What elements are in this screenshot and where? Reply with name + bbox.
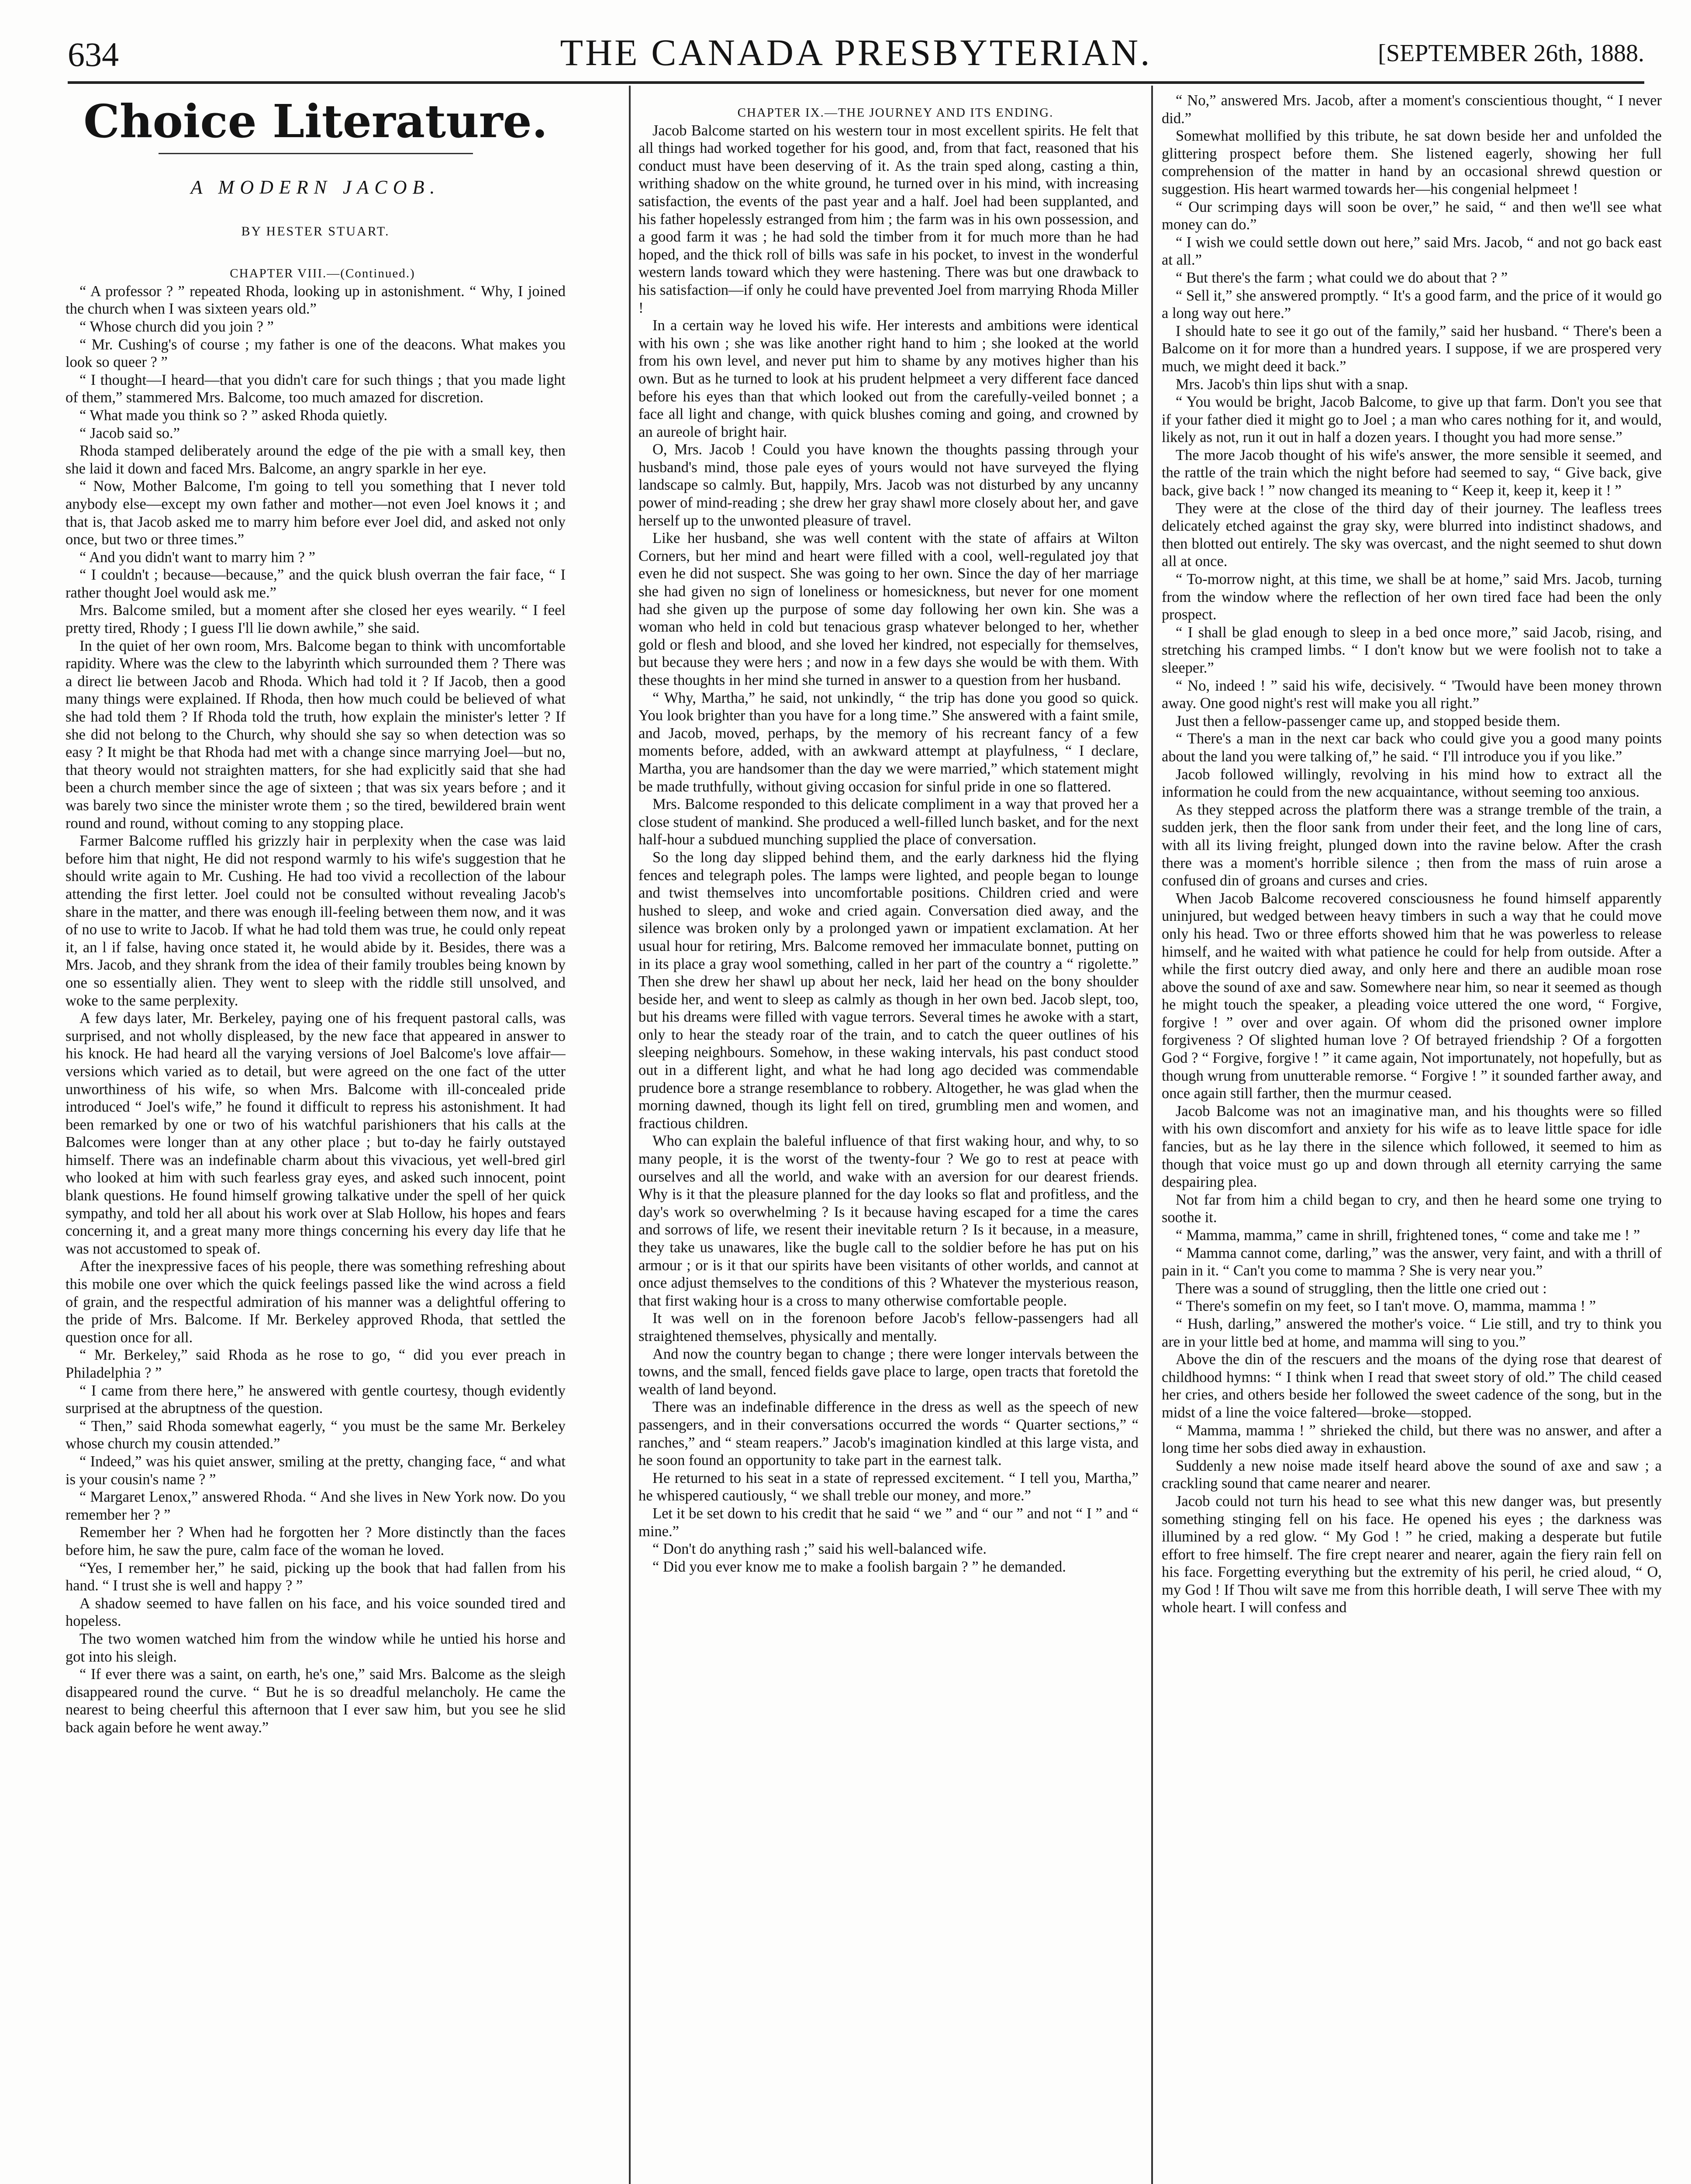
- masthead: [68, 31, 1644, 79]
- newspaper-title: THE CANADA PRESBYTERIAN.: [560, 31, 1152, 73]
- paragraph: He returned to his seat in a state of repressed excitement. “ I tell you, Martha,” he whispered cautiously, “ we shall treble our money, and more.”: [638, 1469, 1139, 1504]
- paragraph: “ Whose church did you join ? ”: [79, 318, 274, 335]
- paragraph: “Yes, I remember her,” he said, picking up the book that had fallen from his hand. “ I trust she is well and happy ? ”: [66, 1559, 566, 1594]
- paragraph: Mrs. Jacob's thin lips shut with a snap.: [1176, 376, 1408, 393]
- paragraph: “ There's somefin on my feet, so I tan't move. O, mamma, mamma ! ”: [1176, 1298, 1596, 1315]
- paragraph: Jacob followed willingly, revolving in his mind how to extract all the information he could from the new acquaintance, without seeming too anxious.: [1162, 766, 1662, 801]
- column-2: [638, 92, 1139, 2184]
- title-rule: [159, 153, 473, 154]
- paragraph: Rhoda stamped deliberately around the edge of the pie with a small key, then she laid it down and faced Mrs. Balcome, an angry sparkle in her eye.: [66, 442, 566, 477]
- paragraph: “ No,” answered Mrs. Jacob, after a moment's conscientious thought, “ I never did.”: [1162, 92, 1662, 127]
- paragraph: “ Don't do anything rash ;” said his well-balanced wife.: [652, 1541, 987, 1558]
- paragraph: As they stepped across the platform there was a strange tremble of the train, a sudden jerk, then the floor sank from under their feet, and the long line of cars, with all its living freight, plunged down into the ravine below. After the crash there was a moment's horrible silence ; then from the mass of ruin arose a confused din of groans and curses and cries.: [1162, 801, 1662, 889]
- column-1-text: [66, 283, 566, 1737]
- paragraph: “ And you didn't want to marry him ? ”: [79, 549, 315, 566]
- paragraph: “ A professor ? ” repeated Rhoda, looking up in astonishment. “ Why, I joined the church when I was sixteen years old.”: [66, 283, 566, 318]
- column-2-text: [638, 122, 1139, 1576]
- paragraph: “ I shall be glad enough to sleep in a bed once more,” said Jacob, rising, and stretching his cramped limbs. “ I don't know but we were foolish not to take a sleeper.”: [1162, 624, 1662, 676]
- paragraph: “ What made you think so ? ” asked Rhoda quietly.: [79, 407, 388, 424]
- paragraph: In a certain way he loved his wife. Her interests and ambitions were identical with his own ; she was like another right hand to him ; she looked at the world from his own level, and never put him to shame by any motives higher than his own. But as he turned to look at his prudent helpmeet a very different face danced before his eyes than that which looked out from the carefully-veiled bonnet ; a face all light and change, with quick blushes coming and going, and crowned by an aureole of bright hair.: [638, 317, 1139, 440]
- paragraph: In the quiet of her own room, Mrs. Balcome began to think with uncomfortable rapidity. Where was the clew to the labyrinth which surrounded them ? There was a direct lie between Jacob and Rhoda. Which had told it ? If Jacob, then a good many things were explained. If Rhoda, then how much could be believed of what she had told them ? If Rhoda told the truth, how explain the minister's letter ? If she did not belong to the Church, why should she say so when detection was so easy ? It might be that Rhoda had met with a change since marrying Joel—but no, that theory would not straighten matters, for she had explicitly said that she had been a church member since the age of sixteen ; that was six years before ; and it was barely two since the minister wrote them ; so the tired, bewildered brain went round and round, without coming to any stopping place.: [66, 637, 566, 832]
- paragraph: “ Now, Mother Balcome, I'm going to tell you something that I never told anybody else—except my own father and mother—not even Joel knows it ; and that is, that Jacob asked me to marry him before ever Joel did, and asked not only once, but two or three times.”: [66, 478, 566, 548]
- paragraph: There was an indefinable difference in the dress as well as the speech of new passengers, and in their conversations occurred the words “ Quarter sections,” “ ranches,” and “ steam reapers.” Jacob's imagination kindled at this large vista, and he soon found an opportunity to take part in the earnest talk.: [638, 1399, 1139, 1469]
- paragraph: “ But there's the farm ; what could we do about that ? ”: [1176, 269, 1508, 286]
- paragraph: So the long day slipped behind them, and the early darkness hid the flying fences and telegraph poles. The lamps were lighted, and people began to lounge and twist themselves into uncomfortable positions. Children cried and were hushed to sleep, and woke and cried again. Conversation died away, and the silence was broken only by a prolonged yawn or impatient exclamation. At her usual hour for retiring, Mrs. Balcome removed her immaculate bonnet, putting on in its place a gray wool something, called in her part of the country a “ rigolette.” Then she drew her shawl up about her neck, laid her head on the bony shoulder beside her, and went to sleep as calmly as though in her own bed. Jacob slept, too, but his dreams were filled with vague terrors. Several times he awoke with a start, only to hear the steady roar of the train, and to catch the queer outlines of his sleeping neighbours. Somehow, in these waking intervals, his past conduct stood out in a different light, and what he had long ago decided was commendable prudence bore a strange resemblance to robbery. Altogether, he was glad when the morning dawned, though its light fell on tired, grumbling men and women, and fractious children.: [638, 849, 1139, 1132]
- paragraph: Mrs. Balcome responded to this delicate compliment in a way that proved her a close student of mankind. She produced a well-filled lunch basket, and for the next half-hour a subdued munching supplied the place of conversation.: [638, 796, 1139, 848]
- paragraph: I should hate to see it go out of the family,” said her husband. “ There's been a Balcome on it for more than a hundred years. I suppose, if we are prospered very much, we might deed it back.”: [1162, 322, 1662, 375]
- paragraph: Above the din of the rescuers and the moans of the dying rose that dearest of childhood hymns: “ I think when I read that sweet story of old.” The child ceased her cries, and others beside her followed the sweet cadence of the song, but in the midst of a line the voice faltered—broke—stopped.: [1162, 1351, 1662, 1421]
- paragraph: “ Sell it,” she answered promptly. “ It's a good farm, and the price of it would go a long way out here.”: [1162, 287, 1662, 322]
- paragraph: “ To-morrow night, at this time, we shall be at home,” said Mrs. Jacob, turning from the window where the reflection of her own tired face had been the only prospect.: [1162, 571, 1662, 623]
- column-3: [1162, 92, 1662, 2184]
- paragraph: “ I couldn't ; because—because,” and the quick blush overran the fair face, “ I rather thought Joel would ask me.”: [66, 567, 566, 601]
- column-1: [66, 92, 566, 2184]
- column-divider: [629, 86, 631, 2184]
- paragraph: Jacob Balcome was not an imaginative man, and his thoughts were so filled with his own discomfort and anxiety for his wife as to leave little space for idle fancies, but as he lay there in the silence which followed, it seemed to him as though that voice must go up and down through all eternity carrying the same despairing plea.: [1162, 1102, 1662, 1191]
- paragraph: “ Mamma, mamma,” came in shrill, frightened tones, “ come and take me ! ”: [1176, 1227, 1640, 1244]
- paragraph: “ Jacob said so.”: [79, 425, 180, 442]
- paragraph: “ Indeed,” was his quiet answer, smiling at the pretty, changing face, “ and what is your cousin's name ? ”: [66, 1453, 566, 1488]
- paragraph: It was well on in the forenoon before Jacob's fellow-passengers had all straightened themselves, physically and mentally.: [638, 1310, 1139, 1344]
- paragraph: O, Mrs. Jacob ! Could you have known the thoughts passing through your husband's mind, those pale eyes of yours would not have surveyed the flying landscape so calmly. But, happily, Mrs. Jacob was not disturbed by any uncanny power of mind-reading ; she drew her gray shawl more closely about her, and gave herself up to the unwonted pleasure of travel.: [638, 441, 1139, 529]
- paragraph: “ You would be bright, Jacob Balcome, to give up that farm. Don't you see that if your father died it might go to Joel ; a man who cares nothing for it, and would, likely as not, run it out in half a dozen years. I thought you had more sense.”: [1162, 394, 1662, 446]
- header-rule: [68, 81, 1644, 84]
- paragraph: “ Did you ever know me to make a foolish bargain ? ” he demanded.: [652, 1558, 1066, 1575]
- issue-date: [SEPTEMBER 26th, 1888.: [1378, 40, 1644, 67]
- paragraph: “ If ever there was a saint, on earth, he's one,” said Mrs. Balcome as the sleigh disappeared round the curve. “ But he is so dreadful melancholy. He came the nearest to being cheerful this afternoon that I ever saw him, but you see he slid back again before he went away.”: [66, 1666, 566, 1736]
- page-number: 634: [68, 35, 119, 73]
- paragraph: “ Then,” said Rhoda somewhat eagerly, “ you must be the same Mr. Berkeley whose church my cousin attended.”: [66, 1417, 566, 1452]
- section-title: Choice Literature.: [83, 94, 548, 148]
- paragraph: “ Mamma, mamma ! ” shrieked the child, but there was no answer, and after a long time her sobs died away in exhaustion.: [1162, 1422, 1662, 1457]
- paragraph: A few days later, Mr. Berkeley, paying one of his frequent pastoral calls, was surprised, and not wholly displeased, by the new face that appeared in answer to his knock. He had heard all the varying versions of Joel Balcome's love affair—versions which varied as to detail, but were agreed on the one fact of the utter unworthiness of his wife, so when Mrs. Balcome with ill-concealed pride introduced “ Joel's wife,” he found it difficult to repress his astonishment. It had been remarked by one or two of his watchful parishioners that his calls at the Balcomes were longer than at any other place ; but to-day he fairly outstayed himself. There was an indefinable charm about this vivacious, yet well-bred girl who looked at him with such fearless gray eyes, and asked such innocent, point blank questions. He found himself growing talkative under the spell of her quick sympathy, and told her all about his work over at Slab Hollow, his hopes and fears concerning it, and a great many more things concerning his every day life that he was not accustomed to speak of.: [66, 1010, 566, 1257]
- paragraph: “ Why, Martha,” he said, not unkindly, “ the trip has done you good so quick. You look brighter than you have for a long time.” She answered with a faint smile, and Jacob, moved, perhaps, by the memory of his recreant fancy of a few moments before, added, with an awkward attempt at playfulness, “ I declare, Martha, you are handsomer than the day we were married,” which statement might be made truthfully, without giving occasion for sinful pride in one so flattered.: [638, 689, 1139, 795]
- story-byline: BY HESTER STUART.: [241, 224, 390, 238]
- chapter-heading: CHAPTER IX.—THE JOURNEY AND ITS ENDING.: [737, 106, 1054, 120]
- paragraph: Suddenly a new noise made itself heard above the sound of axe and saw ; a crackling sound that came nearer and nearer.: [1162, 1457, 1662, 1492]
- paragraph: Mrs. Balcome smiled, but a moment after she closed her eyes wearily. “ I feel pretty tired, Rhody ; I guess I'll lie down awhile,” she said.: [66, 602, 566, 637]
- paragraph: They were at the close of the third day of their journey. The leafless trees delicately etched against the gray sky, were blurred into indistinct shadows, and then blotted out entirely. The sky was overcast, and the night seemed to shut down all at once.: [1162, 500, 1662, 570]
- paragraph: There was a sound of struggling, then the little one cried out :: [1176, 1280, 1547, 1297]
- paragraph: When Jacob Balcome recovered consciousness he found himself apparently uninjured, but wedged between heavy timbers in such a way that he could move only his head. Two or three efforts showed him that he was powerless to release himself, and he waited with what patience he could for help from outside. After a while the first outcry died away, and only here and there an audible moan rose above the sound of axe and saw. Somewhere near him, so near it seemed as though he might touch the speaker, a pleading voice uttered the one word, “ Forgive, forgive ! ” over and over again. Of whom did the prisoned owner implore forgiveness ? Of slighted human love ? Of betrayed friendship ? Of a forgotten God ? “ Forgive, forgive ! ” it came again, Not importunately, not hopefully, but as though wrung from unutterable remorse. “ Forgive ! ” it sounded farther away, and once again still farther, then the murmur ceased.: [1162, 890, 1662, 1102]
- column-3-text: [1162, 92, 1662, 1617]
- paragraph: “ Mr. Berkeley,” said Rhoda as he rose to go, “ did you ever preach in Philadelphia ? ”: [66, 1347, 566, 1381]
- paragraph: And now the country began to change ; there were longer intervals between the towns, and the small, fenced fields gave place to large, open tracts that foretold the wealth of land beyond.: [638, 1345, 1139, 1398]
- paragraph: Jacob Balcome started on his western tour in most excellent spirits. He felt that all things had worked together for his good, and, from that fact, reasoned that his conduct must have been deserving of it. As the train sped along, casting a thin, writhing shadow on the white ground, he turned over in his mind, with increasing satisfaction, the events of the past year and a half. Joel had been supplanted, and his father hopelessly estranged from him ; the farm was in his own possession, and a good farm it was ; he had sold the timber from it for much more than he had hoped, and the thick roll of bills was safe in his pocket, to invest in the wonderful western lands toward which they were hastening. There was but one drawback to his satisfaction—if only he could have prevented Joel from marrying Rhoda Miller !: [638, 122, 1139, 316]
- paragraph: The more Jacob thought of his wife's answer, the more sensible it seemed, and the rattle of the train which the night before had seemed to say, “ Give back, give back, give back ! ” now changed its meaning to “ Keep it, keep it, keep it ! ”: [1162, 446, 1662, 499]
- paragraph: A shadow seemed to have fallen on his face, and his voice sounded tired and hopeless.: [66, 1595, 566, 1630]
- paragraph: Not far from him a child began to cry, and then he heard some one trying to soothe it.: [1162, 1191, 1662, 1226]
- paragraph: Somewhat mollified by this tribute, he sat down beside her and unfolded the glittering prospect before them. She listened eagerly, showing her full comprehension of the matter in hand by an occasional shrewd question or suggestion. His heart warmed towards her—his congenial helpmeet !: [1162, 128, 1662, 197]
- paragraph: The two women watched him from the window while he untied his horse and got into his sleigh.: [66, 1630, 566, 1665]
- paragraph: “ Mr. Cushing's of course ; my father is one of the deacons. What makes you look so queer ? ”: [66, 336, 566, 371]
- paragraph: “ Mamma cannot come, darling,” was the answer, very faint, and with a thrill of pain in it. “ Can't you come to mamma ? She is very near you.”: [1162, 1244, 1662, 1279]
- story-title: A MODERN JACOB.: [190, 176, 441, 198]
- paragraph: “ Margaret Lenox,” answered Rhoda. “ And she lives in New York now. Do you remember her ? ”: [66, 1489, 566, 1523]
- paragraph: Farmer Balcome ruffled his grizzly hair in perplexity when the case was laid before him that night, He did not respond warmly to his wife's suggestion that he should write again to Mr. Cushing. He had too vivid a recollection of the labour attending the first letter. Joel could not be consulted without revealing Jacob's share in the matter, and there was enough ill-feeling between them now, and it was of no use to write to Jacob. If what he had told them was true, he could only repeat it, an l if false, having once stated it, he would abide by it. Besides, there was a Mrs. Jacob, and they shrank from the idea of their family troubles being known by one so essentially alien. They went to sleep with the riddle still unsolved, and woke to the same perplexity.: [66, 833, 566, 1009]
- paragraph: “ Hush, darling,” answered the mother's voice. “ Lie still, and try to think you are in your little bed at home, and mamma will sing to you.”: [1162, 1315, 1662, 1350]
- paragraph: “ Our scrimping days will soon be over,” he said, “ and then we'll see what money can do.”: [1162, 198, 1662, 233]
- paragraph: “ No, indeed ! ” said his wife, decisively. “ 'Twould have been money thrown away. One good night's rest will make you all right.”: [1162, 677, 1662, 712]
- paragraph: Remember her ? When had he forgotten her ? More distinctly than the faces before him, he saw the pure, calm face of the woman he loved.: [66, 1524, 566, 1559]
- paragraph: “ I came from there here,” he answered with gentle courtesy, though evidently surprised at the abruptness of the question.: [66, 1382, 566, 1417]
- paragraph: After the inexpressive faces of his people, there was something refreshing about this mobile one over which the quick feelings passed like the wind across a field of grain, and the respectful admiration of his manner was a delightful offering to the pride of Mrs. Balcome. If Mr. Berkeley approved Rhoda, that settled the question once for all.: [66, 1258, 566, 1346]
- paragraph: Jacob could not turn his head to see what this new danger was, but presently something stinging fell on his face. He opened his eyes ; the darkness was illumined by a red glow. “ My God ! ” he cried, making a desperate but futile effort to free himself. The fire crept nearer and nearer, again the fiery rain fell on his face. Forgetting everything but the extremity of his peril, he cried aloud, “ O, my God ! If Thou wilt save me from this horrible death, I will serve Thee with my whole heart. I will confess and: [1162, 1493, 1662, 1616]
- column-divider: [1151, 86, 1153, 2184]
- paragraph: Just then a fellow-passenger came up, and stopped beside them.: [1176, 712, 1560, 729]
- paragraph: Like her husband, she was well content with the state of affairs at Wilton Corners, but her mind and heart were filled with a cool, well-regulated joy that even he did not suspect. She was going to her own. Since the day of her marriage she had given no sign of loneliness or homesickness, but never for one moment had she given up the purpose of some day following her own kin. She was a woman who held in cold but tenacious grasp whatever belonged to her, whether gold or flesh and blood, and she loved her kindred, not especially for themselves, but because they were hers ; and now in a few days she would be with them. With these thoughts in her mind she turned in answer to a question from her husband.: [638, 530, 1139, 688]
- paragraph: Let it be set down to his credit that he said “ we ” and “ our ” and not “ I ” and “ mine.”: [638, 1505, 1139, 1540]
- paragraph: Who can explain the baleful influence of that first waking hour, and why, to so many people, it is the worst of the twenty-four ? We go to rest at peace with ourselves and all the world, and wake with an aversion for our dearest friends. Why is it that the pleasure planned for the day looks so flat and profitless, and the day's work so overwhelming ? Is it because having escaped for a time the cares and sorrows of life, we resent their inevitable return ? Is it because, in a measure, they take us unawares, like the bugle call to the soldier before he has put on his armour ; or is it that our spirits have been visitants of other worlds, and cannot at once adjust themselves to the conditions of this ? Whatever the mysterious reason, that first waking hour is a cross to many otherwise comfortable people.: [638, 1133, 1139, 1309]
- paragraph: “ There's a man in the next car back who could give you a good many points about the land you were talking of,” he said. “ I'll introduce you if you like.”: [1162, 730, 1662, 765]
- paragraph: “ I wish we could settle down out here,” said Mrs. Jacob, “ and not go back east at all.”: [1162, 234, 1662, 269]
- paragraph: “ I thought—I heard—that you didn't care for such things ; that you made light of them,” stammered Mrs. Balcome, too much amazed for discretion.: [66, 371, 566, 406]
- chapter-heading: CHAPTER VIII.—(Continued.): [230, 266, 415, 281]
